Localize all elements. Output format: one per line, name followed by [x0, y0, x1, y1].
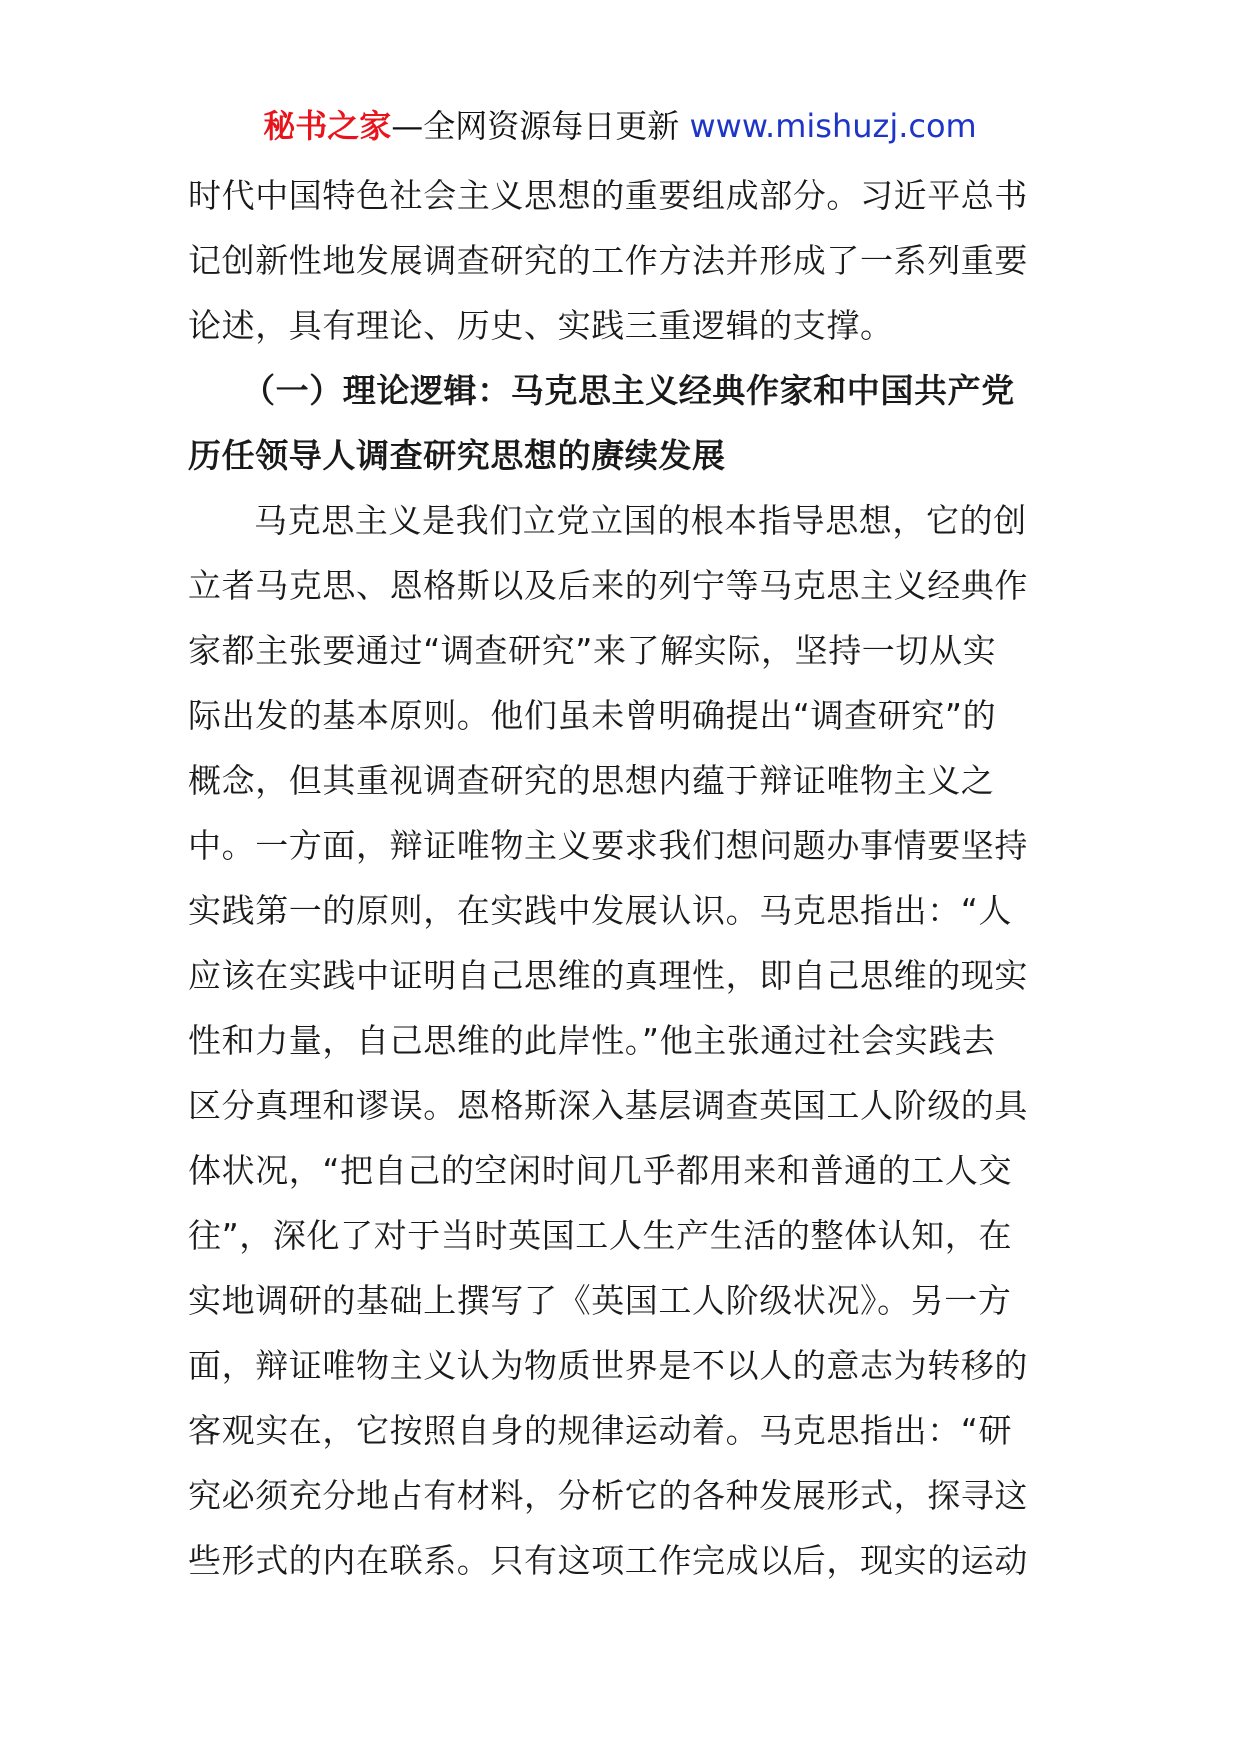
header-tagline: —全网资源每日更新	[391, 107, 680, 145]
body-line: 性和力量，自己思维的此岸性。”他主张通过社会实践去	[188, 1021, 996, 1060]
body-line: 立者马克思、恩格斯以及后来的列宁等马克思主义经典作	[188, 566, 1028, 605]
section-heading-line: （一）理论逻辑：马克思主义经典作家和中国共产党	[242, 371, 1015, 410]
body-line: 面，辩证唯物主义认为物质世界是不以人的意志为转移的	[188, 1346, 1028, 1385]
body-line: 究必须充分地占有材料，分析它的各种发展形式，探寻这	[188, 1476, 1028, 1515]
body-line: 际出发的基本原则。他们虽未曾明确提出“调查研究”的	[188, 696, 997, 735]
body-line: 应该在实践中证明自己思维的真理性，即自己思维的现实	[188, 956, 1028, 995]
body-line: 区分真理和谬误。恩格斯深入基层调查英国工人阶级的具	[188, 1086, 1028, 1125]
body-line: 中。一方面，辩证唯物主义要求我们想问题办事情要坚持	[188, 826, 1028, 865]
body-line: 概念，但其重视调查研究的思想内蕴于辩证唯物主义之	[188, 761, 995, 800]
section-heading-line: 历任领导人调查研究思想的赓续发展	[188, 436, 726, 475]
body-line: 家都主张要通过“调查研究”来了解实际，坚持一切从实	[188, 631, 997, 670]
body-line: 实地调研的基础上撰写了《英国工人阶级状况》。另一方	[188, 1281, 1012, 1320]
body-line: 记创新性地发展调查研究的工作方法并形成了一系列重要	[188, 241, 1028, 280]
body-line: 论述，具有理论、历史、实践三重逻辑的支撑。	[188, 306, 894, 345]
site-header	[0, 100, 1240, 152]
body-line: 往”，深化了对于当时英国工人生产生活的整体认知，在	[188, 1216, 1013, 1255]
website-link[interactable]: www.mishuzj.com	[689, 107, 977, 145]
body-line: 体状况，“把自己的空闲时间几乎都用来和普通的工人交	[188, 1151, 1013, 1190]
body-line: 实践第一的原则，在实践中发展认识。马克思指出：“人	[188, 891, 1013, 930]
paragraph-first-line: 马克思主义是我们立党立国的根本指导思想，它的创	[254, 501, 1027, 540]
body-line: 些形式的内在联系。只有这项工作完成以后，现实的运动	[188, 1541, 1028, 1580]
body-line: 时代中国特色社会主义思想的重要组成部分。习近平总书	[188, 176, 1028, 215]
body-line: 客观实在，它按照自身的规律运动着。马克思指出：“研	[188, 1411, 1013, 1450]
document-body	[188, 163, 1058, 1593]
brand-name: 秘书之家	[263, 107, 392, 145]
